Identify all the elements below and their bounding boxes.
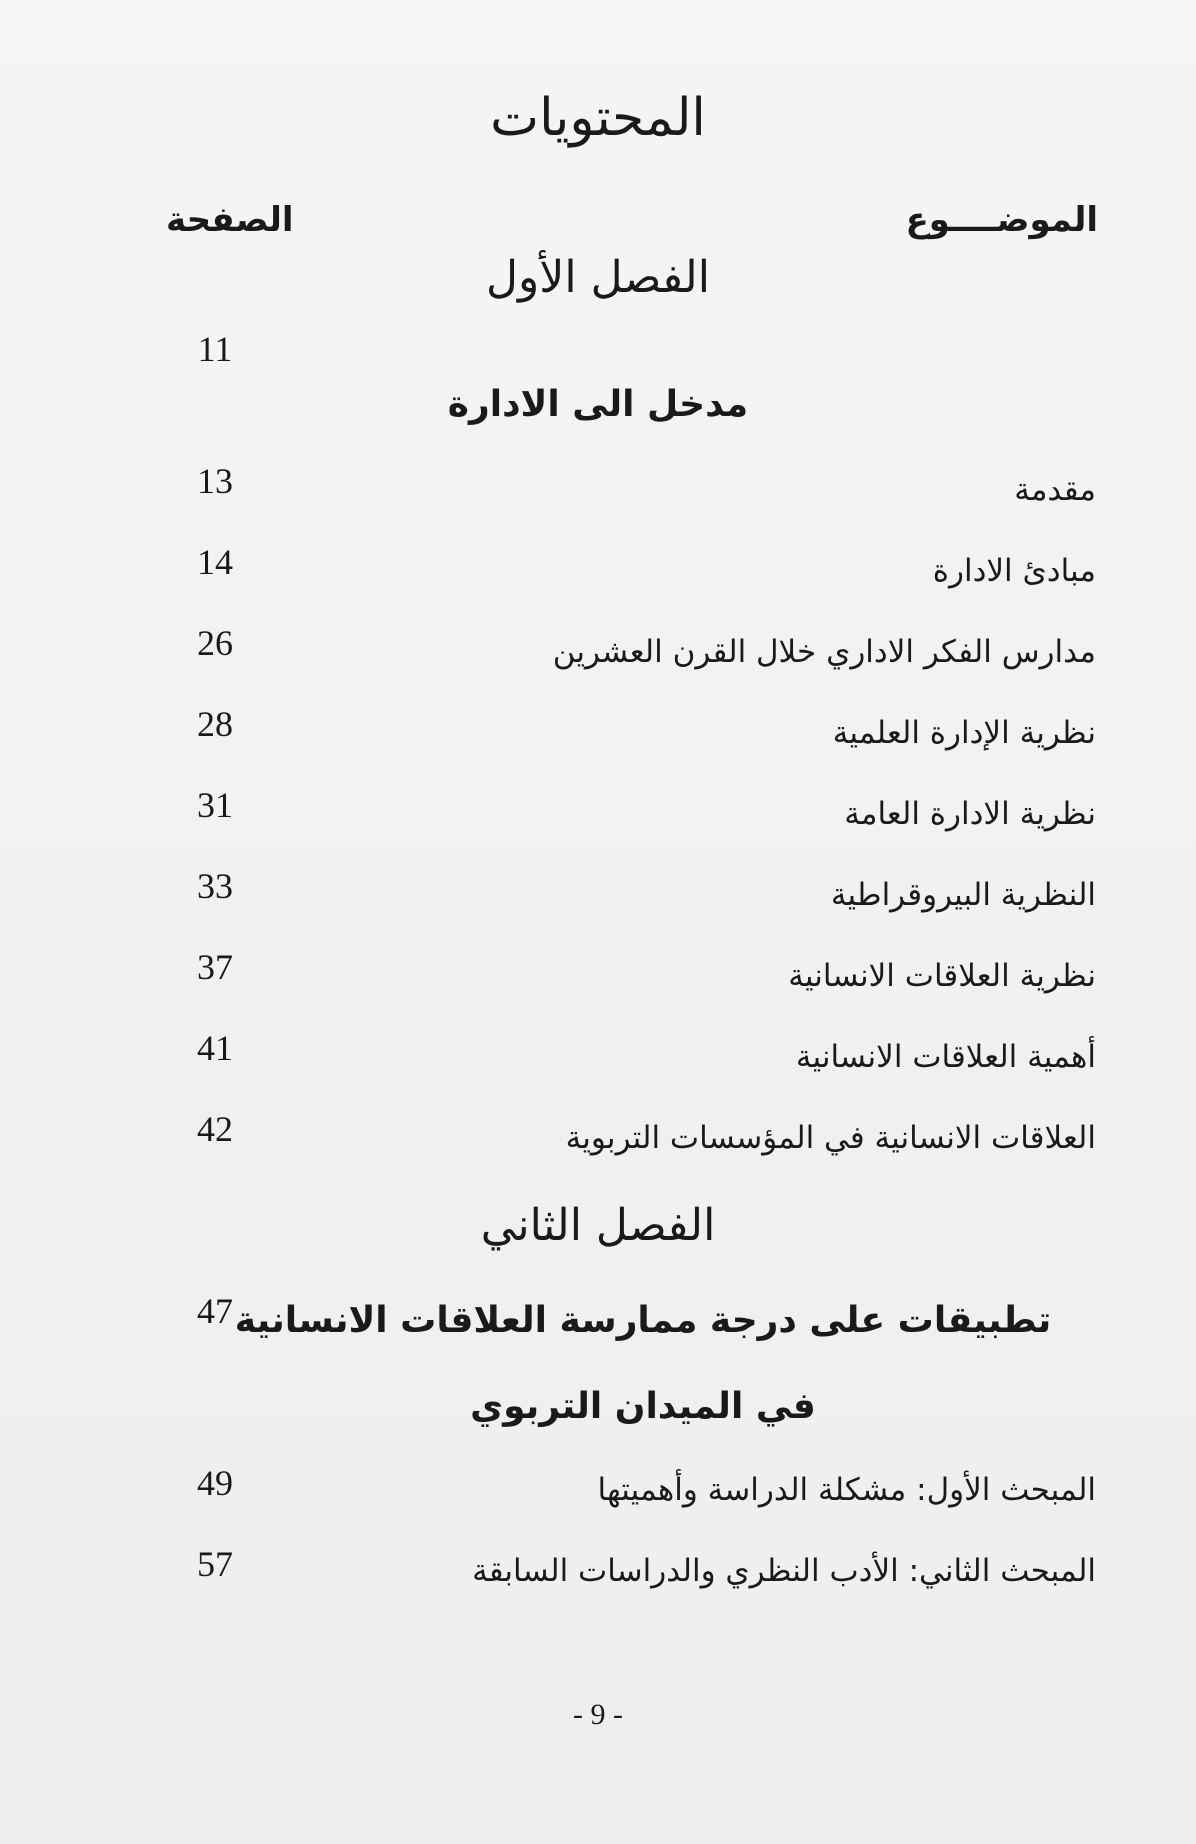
toc-entry-page: 41 xyxy=(197,1028,233,1068)
toc-entry-page: 37 xyxy=(197,947,233,987)
toc-entry-text: المبحث الأول: مشكلة الدراسة وأهميتها xyxy=(597,1472,1096,1508)
page-column-header: الصفحة xyxy=(166,200,294,240)
toc-entry-text: مقدمة xyxy=(1014,472,1096,508)
toc-entry-page: 57 xyxy=(197,1544,233,1584)
toc-entry-text: العلاقات الانسانية في المؤسسات التربوية xyxy=(565,1120,1096,1156)
toc-entry-page: 33 xyxy=(197,866,233,906)
chapter-2-label: الفصل الثاني xyxy=(480,1200,716,1251)
toc-entry-page: 13 xyxy=(197,461,233,501)
toc-entry-text: مدارس الفكر الاداري خلال القرن العشرين xyxy=(552,634,1096,670)
chapter-2-page: 47 xyxy=(197,1291,233,1331)
toc-entry-text: نظرية الإدارة العلمية xyxy=(832,715,1096,751)
toc-entry-text: المبحث الثاني: الأدب النظري والدراسات السابقة xyxy=(472,1553,1096,1589)
toc-entry-page: 14 xyxy=(197,542,233,582)
toc-entry-text: نظرية الادارة العامة xyxy=(844,796,1096,832)
chapter-1-page: 11 xyxy=(197,329,233,369)
page-title: المحتويات xyxy=(490,88,706,148)
chapter-1-title: مدخل الى الادارة xyxy=(447,384,749,425)
toc-entry-page: 31 xyxy=(197,785,233,825)
toc-entry-page: 42 xyxy=(197,1109,233,1149)
toc-entry-text: نظرية العلاقات الانسانية xyxy=(788,958,1096,994)
page-number-footer: - 9 - xyxy=(573,1698,623,1731)
chapter-2-title-line-1: تطبيقات على درجة ممارسة العلاقات الانسانية xyxy=(234,1300,1052,1341)
toc-entry-text: أهمية العلاقات الانسانية xyxy=(795,1039,1096,1075)
toc-entry-text: النظرية البيروقراطية xyxy=(830,877,1096,913)
toc-entry-page: 49 xyxy=(197,1463,233,1503)
topic-column-header: الموضــــوع xyxy=(905,200,1098,240)
toc-entry-page: 26 xyxy=(197,623,233,663)
chapter-1-label: الفصل الأول xyxy=(486,252,710,303)
chapter-2-title-line-2: في الميدان التربوي xyxy=(470,1386,816,1427)
toc-entry-page: 28 xyxy=(197,704,233,744)
toc-entry-text: مبادئ الادارة xyxy=(932,553,1096,589)
